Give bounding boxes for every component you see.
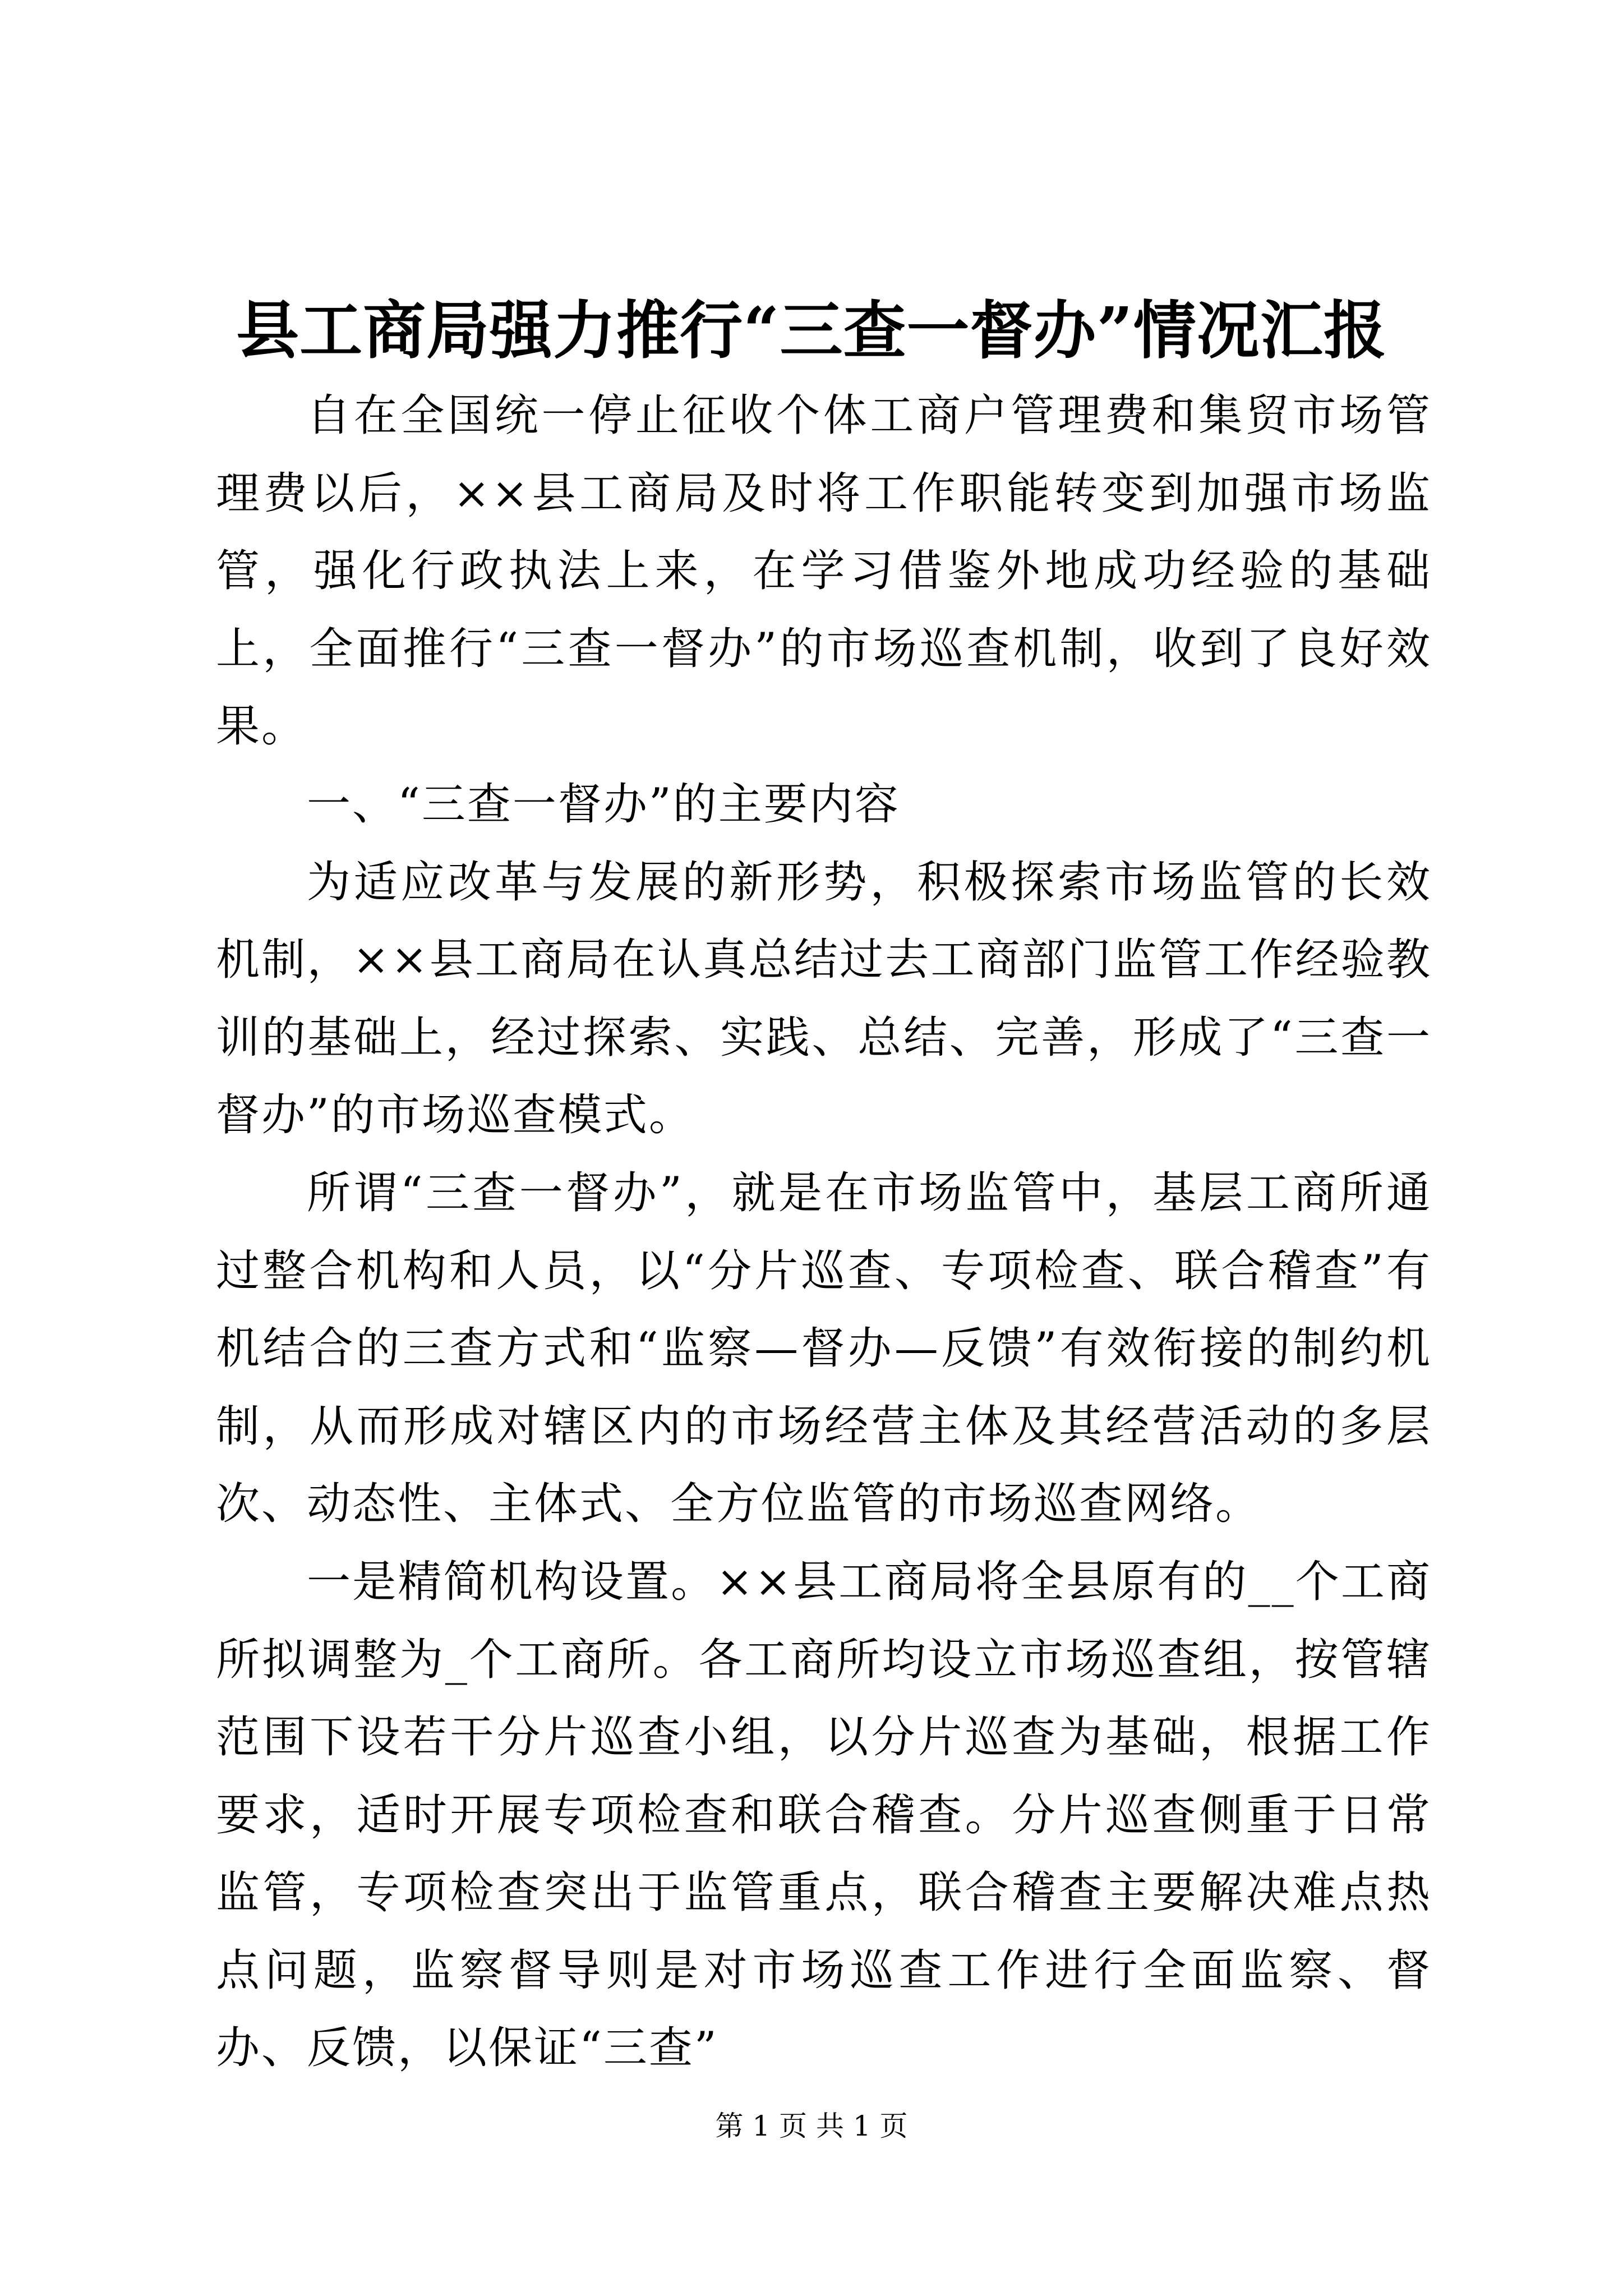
section-heading-main-content: 一、“三查一督办”的主要内容 (307, 779, 900, 830)
document-body (216, 377, 1432, 2087)
paragraph-streamline-structure: 一是精简机构设置。××县工商局将全县原有的__个工商所拟调整为_个工商所。各工商所均设立市场巡查组，按管辖范围下设若干分片巡查小组，以分片巡查为基础，根据工作要求，适时开展专项检查和联合稽查。分片巡查侧重于日常监管，专项检查突出于监管重点，联合稽查主要解决难点热点问题，监察督导则是对市场巡查工作进行全面监察、督办、反馈，以保证“三查” (216, 1556, 1432, 2074)
document-title: 县工商局强力推行“三查一督办”情况汇报 (236, 294, 1387, 367)
paragraph-background: 为适应改革与发展的新形势，积极探索市场监管的长效机制，××县工商局在认真总结过去工商部门监管工作经验教训的基础上，经过探索、实践、总结、完善，形成了“三查一督办”的市场巡查模式。 (216, 857, 1432, 1141)
paragraph-definition: 所谓“三查一督办”，就是在市场监管中，基层工商所通过整合机构和人员，以“分片巡查、专项检查、联合稽查”有机结合的三查方式和“监察—督办—反馈”有效衔接的制约机制，从而形成对辖区内的市场经营主体及其经营活动的多层次、动态性、主体式、全方位监管的市场巡查网络。 (216, 1167, 1432, 1530)
page-footer: 第 1 页 共 1 页 (715, 2110, 908, 2142)
paragraph-intro: 自在全国统一停止征收个体工商户管理费和集贸市场管理费以后，××县工商局及时将工作职能转变到加强市场监管，强化行政执法上来，在学习借鉴外地成功经验的基础上，全面推行“三查一督办”的市场巡查机制，收到了良好效果。 (216, 390, 1432, 752)
